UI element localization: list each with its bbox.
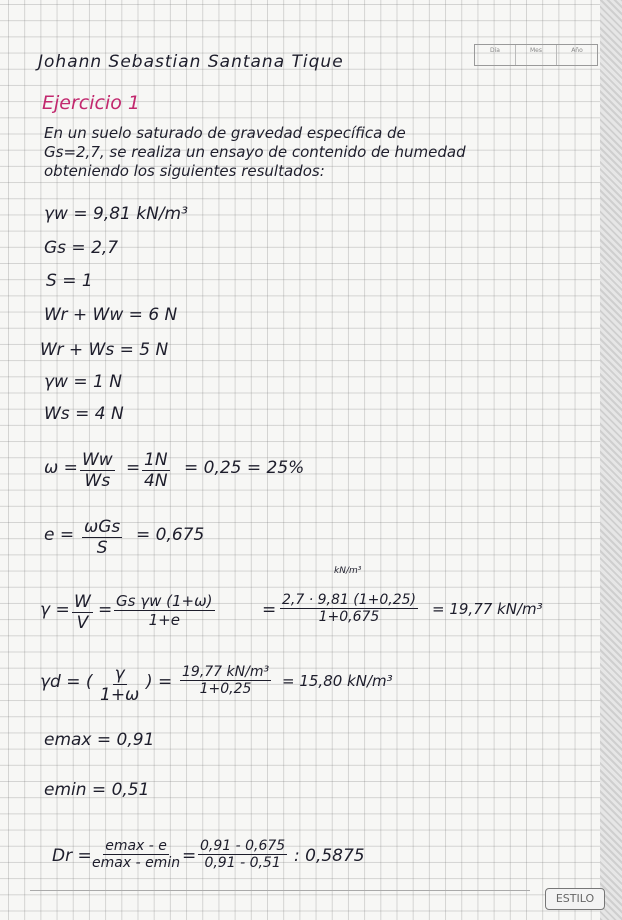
eq-gamma-result: = 19,77 kN/m³ (432, 600, 543, 618)
eq-gammad-lhs: γd = ( (40, 672, 93, 692)
eq-e-result: = 0,675 (136, 525, 205, 545)
eq-gamma-den-3: 1+0,675 (318, 609, 380, 625)
intro-line-2: Gs=2,7, se realiza un ensayo de contenido de humedad (44, 143, 466, 161)
eq-dr-lhs: Dr = (52, 846, 92, 866)
eq-w-lhs: ω = (44, 458, 78, 478)
intro-line-1: En un suelo saturado de gravedad específica de (44, 124, 406, 142)
given-wr-ww: Wr + Ww = 6 N (44, 305, 178, 325)
footer-line (30, 890, 530, 891)
emax-value: emax = 0,91 (44, 730, 155, 750)
eq-gamma-fraction-3 (280, 592, 418, 625)
eq-e-den: S (96, 538, 108, 558)
eq-gamma-num-1: W (74, 592, 91, 612)
eq-gamma-num-2: Gs γw (1+ω) (116, 592, 213, 610)
eq-dr-num-2: 0,91 - 0,675 (200, 838, 286, 854)
brand-logo: ESTILO (545, 888, 605, 910)
eq-w-den-1: Ws (84, 471, 111, 491)
eq-gamma-unit-note: kN/m³ (334, 566, 362, 576)
eq-gamma-num-3: 2,7 · 9,81 (1+0,25) (282, 592, 416, 608)
eq-dr-den-2: 0,91 - 0,51 (204, 855, 281, 871)
eq-gammad-fraction-2 (180, 664, 271, 697)
eq-gamma-den-2: 1+e (148, 611, 180, 629)
given-unit-weight-water: γw = 9,81 kN/m³ (44, 204, 188, 224)
eq-gamma-mid-2: = (262, 600, 277, 620)
date-year-label: Año (571, 47, 583, 54)
eq-w-fraction-2 (142, 450, 170, 491)
page-edge (600, 0, 622, 920)
student-name: Johann Sebastian Santana Tique (38, 52, 344, 72)
exercise-title: Ejercicio 1 (42, 92, 140, 114)
eq-e-num: ωGs (84, 517, 121, 537)
eq-gammad-close: ) = (146, 672, 173, 692)
eq-w-mid: = (126, 458, 141, 478)
given-ws: Ws = 4 N (44, 404, 124, 424)
given-ww: γw = 1 N (44, 372, 122, 392)
eq-gammad-result: = 15,80 kN/m³ (282, 672, 393, 690)
eq-gamma-lhs: γ = (40, 600, 70, 620)
eq-dr-den-1: emax - emin (92, 855, 181, 871)
eq-gamma-den-1: V (76, 613, 89, 633)
eq-gamma-mid-1: = (98, 600, 113, 620)
eq-e-lhs: e = (44, 525, 75, 545)
eq-dr-mid: = (182, 846, 197, 866)
intro-line-3: obteniendo los siguientes resultados: (44, 162, 325, 180)
eq-gammad-fraction-1 (98, 664, 141, 705)
given-wr-ws: Wr + Ws = 5 N (40, 340, 169, 360)
eq-dr-fraction-2 (198, 838, 287, 871)
emin-value: emin = 0,51 (44, 780, 150, 800)
eq-w-num-2: 1N (144, 450, 168, 470)
eq-w-den-2: 4N (144, 471, 168, 491)
eq-gammad-den-1: 1+ω (100, 685, 140, 705)
given-saturation: S = 1 (46, 271, 93, 291)
eq-e-fraction (82, 517, 122, 558)
date-box (474, 44, 598, 66)
eq-w-result: = 0,25 = 25% (184, 458, 305, 478)
date-month-label: Mes (516, 45, 557, 65)
date-day-label: Día (475, 45, 516, 65)
eq-gammad-num-2: 19,77 kN/m³ (182, 664, 270, 680)
eq-dr-fraction-1 (90, 838, 182, 871)
eq-gamma-fraction-1 (72, 592, 93, 633)
eq-w-num-1: Ww (82, 450, 113, 470)
given-gs: Gs = 2,7 (44, 238, 119, 258)
eq-gammad-den-2: 1+0,25 (199, 681, 252, 697)
eq-gamma-fraction-2 (114, 592, 215, 629)
eq-dr-result: : 0,5875 (294, 846, 365, 866)
eq-gammad-num-1: γ (114, 664, 125, 684)
eq-w-fraction-1 (80, 450, 115, 491)
eq-dr-num-1: emax - e (105, 838, 167, 854)
